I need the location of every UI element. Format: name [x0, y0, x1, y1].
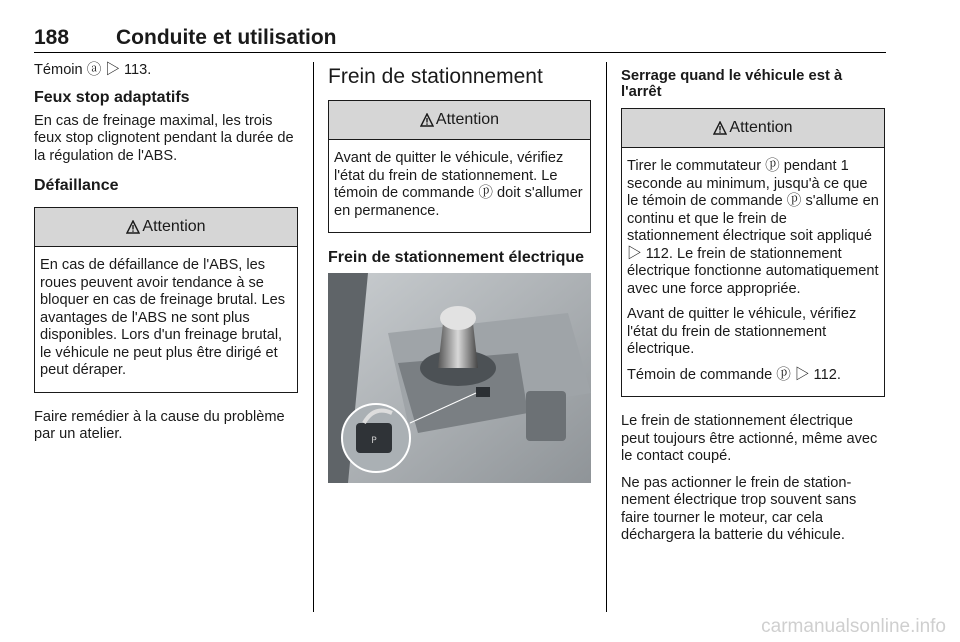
section-title: Frein de stationnement [328, 65, 543, 88]
arret-heading: Serrage quand le véhicule est à l'arrêt [621, 68, 843, 100]
feux-stop-heading: Feux stop adaptatifs [34, 88, 190, 106]
battery-text: Ne pas actionner le frein de stationnement électrique trop souvent sans faire tourner le moteur, car cela déchargera la batterie du véhicule. [621, 474, 857, 543]
attention-box-abs [34, 207, 298, 393]
contact-text: Le frein de stationnement électrique peut toujours être actionné, même avec le contact coupé. [621, 413, 878, 464]
electric-parking-heading: Frein de stationnement électrique [328, 249, 585, 266]
svg-text:P: P [371, 436, 377, 446]
attention-text-2: Avant de quitter le véhicule, vérifiez l'état du frein de stationnement électrique. [627, 306, 857, 357]
attention-text: Avant de quitter le véhicule, vérifiez l'état du frein de stationnement. Le témoin de commande ⓟ doit s'allumer en permanence. [334, 150, 583, 219]
page-number: 188 [34, 26, 70, 49]
attention-text-3: Témoin de commande ⓟ ▷ 112. [627, 366, 841, 383]
attention-box-arret [621, 108, 885, 397]
attention-header [329, 101, 590, 140]
attention-header [35, 208, 297, 247]
console-illustration [328, 273, 591, 483]
attention-label: Attention [729, 119, 793, 136]
column-divider-2 [606, 62, 607, 612]
column-1 [34, 62, 298, 453]
attention-box-parking [328, 100, 591, 233]
attention-header [622, 109, 884, 148]
page-header [34, 26, 886, 53]
column-2 [328, 62, 591, 493]
feux-stop-text: En cas de freinage maximal, les trois feux stop clignotent pendant la durée de la régulation de l'ABS. [34, 112, 294, 164]
parking-brake-photo [328, 273, 591, 483]
warning-icon [126, 220, 140, 234]
column-divider-1 [313, 62, 314, 612]
attention-text-1: Tirer le commutateur ⓟ pendant 1 seconde au minimum, jusqu'à ce que le témoin de commande ⓟ s'allume en continu et que le frein de stationnement électrique soit appliqué ▷ 112. Le frein de stationnement électrique fonctionne automatiquement avec une force appropriée. [627, 158, 879, 297]
chapter-title: Conduite et utilisation [116, 26, 337, 49]
warning-icon [420, 113, 434, 127]
column-3 [621, 62, 885, 554]
attention-label: Attention [142, 218, 206, 235]
watermark-text: carmanualsonline.info [761, 616, 946, 637]
warning-icon [713, 121, 727, 135]
defaillance-heading: Défaillance [34, 177, 119, 194]
attention-text: En cas de défaillance de l'ABS, les roues peuvent avoir tendance à se bloquer en cas de freinage brutal. Les avantages de l'ABS ne sont plus disponibles. Lors d'un freinage brutal, le véhicule ne peut plus être dirigé et peut déraper. [40, 257, 286, 378]
temoin-reference: Témoin ⓐ ▷ 113. [34, 62, 152, 78]
attention-label: Attention [435, 111, 500, 128]
repair-text: Faire remédier à la cause du problème par un atelier. [34, 408, 285, 442]
